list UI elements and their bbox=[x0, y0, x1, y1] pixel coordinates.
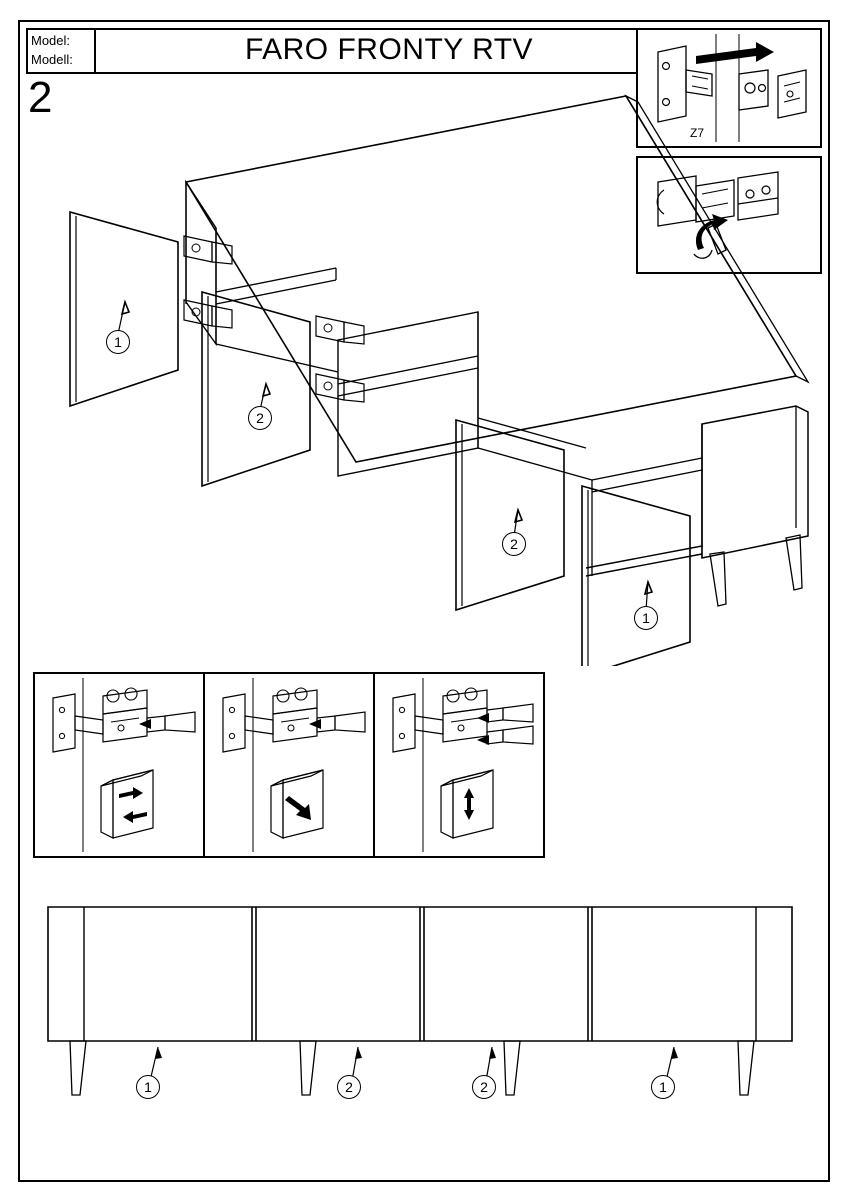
model-label-de: Modell: bbox=[31, 52, 73, 67]
front-elevation-illustration bbox=[40, 895, 800, 1130]
callout-elevation-2: 2 bbox=[337, 1075, 361, 1099]
step-number: 2 bbox=[28, 73, 53, 122]
lateral-adjustment-icon bbox=[35, 674, 203, 856]
callout-door-right-inner: 2 bbox=[502, 532, 526, 556]
callout-elevation-4: 1 bbox=[651, 1075, 675, 1099]
hardware-code-z7: Z7 bbox=[690, 126, 705, 140]
sideboard-isometric bbox=[26, 73, 822, 666]
model-label-cell bbox=[26, 28, 96, 74]
hinge-adjustment-panel bbox=[33, 672, 545, 858]
height-adjustment-icon bbox=[375, 674, 543, 856]
main-assembly-illustration bbox=[26, 73, 822, 666]
callout-elevation-1: 1 bbox=[136, 1075, 160, 1099]
callout-door-left-inner: 2 bbox=[248, 406, 272, 430]
adjust-cell-height bbox=[373, 674, 543, 856]
hinge-group-door2 bbox=[316, 316, 364, 402]
adjust-cell-depth bbox=[203, 674, 373, 856]
adjust-cell-lateral bbox=[35, 674, 203, 856]
depth-adjustment-icon bbox=[205, 674, 373, 856]
callout-door-right-outer: 1 bbox=[634, 606, 658, 630]
model-label-pl: Model: bbox=[31, 33, 71, 49]
callout-door-left-outer: 1 bbox=[106, 330, 130, 354]
page-title: FARO FRONTY RTV bbox=[96, 28, 684, 74]
callout-elevation-3: 2 bbox=[472, 1075, 496, 1099]
